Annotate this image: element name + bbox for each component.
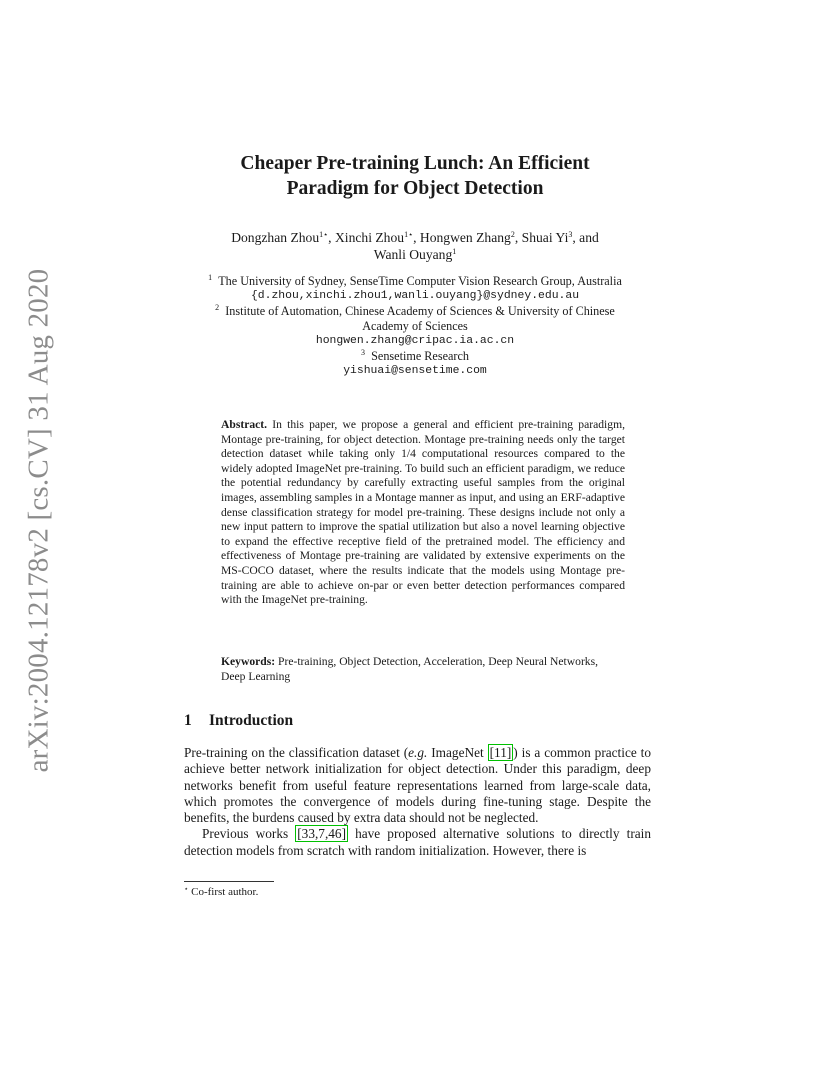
keywords-text: Pre-training, Object Detection, Acceleration, Deep Neural Networks, Deep Learning xyxy=(221,655,599,683)
author-superscript: 1⋆ xyxy=(319,230,329,239)
paragraph xyxy=(184,745,651,826)
affiliation-text: Institute of Automation, Chinese Academy of Sciences & University of Chinese xyxy=(225,304,615,318)
keywords xyxy=(221,655,625,684)
section-title: Introduction xyxy=(209,712,294,729)
author-name: , Hongwen Zhang xyxy=(413,230,511,245)
arxiv-identifier-text: arXiv:2004.12178v2 [cs.CV] 31 Aug 2020 xyxy=(22,268,55,772)
abstract-text: In this paper, we propose a general and efficient pre-training paradigm, Montage pre-training, for object detection. Montage pre-training needs only the target detection dataset while taking only 1/4 computational resources compared to the widely adopted ImageNet pre-training. To build such an efficient paradigm, we reduce the potential redundancy by carefully extracting useful samples from the original images, assembling samples in a Montage manner as input, and using an ERF-adaptive dense classification strategy for model pre-training. These designs include not only a new input pattern to improve the spatial utilization but also a novel learning objective to expand the effective receptive field of the pretrained model. The efficiency and effectiveness of Montage pre-training are validated by extensive experiments on the MS-COCO dataset, where the results indicate that the models using Montage pre-training are able to achieve on-par or even better detection performances compared with the ImageNet pre-training. xyxy=(221,418,625,607)
paragraph xyxy=(184,826,651,859)
arxiv-identifier xyxy=(22,268,55,772)
citation-link[interactable]: [11] xyxy=(489,745,512,760)
affiliation-3-email: yishuai@sensetime.com xyxy=(343,365,487,377)
introduction-body xyxy=(184,745,651,859)
author-superscript: 1 xyxy=(452,247,457,256)
affiliation-2-email: hongwen.zhang@cripac.ia.ac.cn xyxy=(315,335,515,347)
affiliation-text: The University of Sydney, SenseTime Computer Vision Research Group, Australia xyxy=(218,274,622,288)
citation-link[interactable]: [33,7,46] xyxy=(297,826,346,842)
footnote-divider xyxy=(184,881,274,882)
affiliation-1 xyxy=(140,274,690,289)
paragraph-text: Pre-training on the classification dataset ( xyxy=(184,745,409,760)
affiliation-1-email: {d.zhou,xinchi.zhou1,wanli.ouyang}@sydney.edu.au xyxy=(250,290,580,302)
paragraph-text: ) is a common practice to achieve better network initialization for object detection. Under this paradigm, deep networks benefit from useful feature representations learned from large-scale data, which promotes the convergence of models during fine-tuning stage. Despite the benefits, the burdens caused by extra data should not be neglected. xyxy=(184,745,652,826)
footnote xyxy=(184,886,258,898)
abstract-label: Abstract. xyxy=(221,418,268,431)
author-superscript: 3 xyxy=(568,230,573,239)
paragraph-text: Previous works xyxy=(202,826,296,842)
footnote-text: Co-first author. xyxy=(191,886,259,898)
author-name: Wanli Ouyang xyxy=(373,247,453,262)
section-heading xyxy=(184,712,293,730)
paragraph-text: ImageNet xyxy=(427,745,488,760)
affiliation-3 xyxy=(140,349,690,364)
affiliation-marker: 3 xyxy=(361,348,366,357)
author-superscript: 1⋆ xyxy=(404,230,414,239)
author-name: Dongzhan Zhou xyxy=(231,230,320,245)
section-number: 1 xyxy=(184,712,192,729)
title-line-2: Paradigm for Object Detection xyxy=(286,178,544,199)
affiliation-marker: 1 xyxy=(208,273,213,282)
author-name: , Xinchi Zhou xyxy=(328,230,405,245)
footnote-marker: ⋆ xyxy=(184,885,189,893)
keywords-label: Keywords: xyxy=(221,655,276,668)
paper-title xyxy=(120,151,710,201)
paragraph-text-italic: e.g. xyxy=(408,745,428,760)
affiliation-text: Sensetime Research xyxy=(371,349,469,363)
abstract xyxy=(221,418,625,608)
author-line-1 xyxy=(120,229,710,246)
author-line-2 xyxy=(120,246,710,263)
affiliations xyxy=(140,274,690,379)
author-conjunction: , and xyxy=(572,230,599,245)
author-name: , Shuai Yi xyxy=(514,230,569,245)
affiliation-2-continued: Academy of Sciences xyxy=(362,319,468,333)
author-list xyxy=(120,229,710,263)
paragraph-text: have proposed alternative solutions to directly train detection models from scratch with random initialization. However, there is xyxy=(184,826,651,858)
affiliation-2 xyxy=(140,304,690,319)
author-superscript: 2 xyxy=(510,230,515,239)
affiliation-marker: 2 xyxy=(215,303,220,312)
title-line-1: Cheaper Pre-training Lunch: An Efficient xyxy=(240,153,590,174)
